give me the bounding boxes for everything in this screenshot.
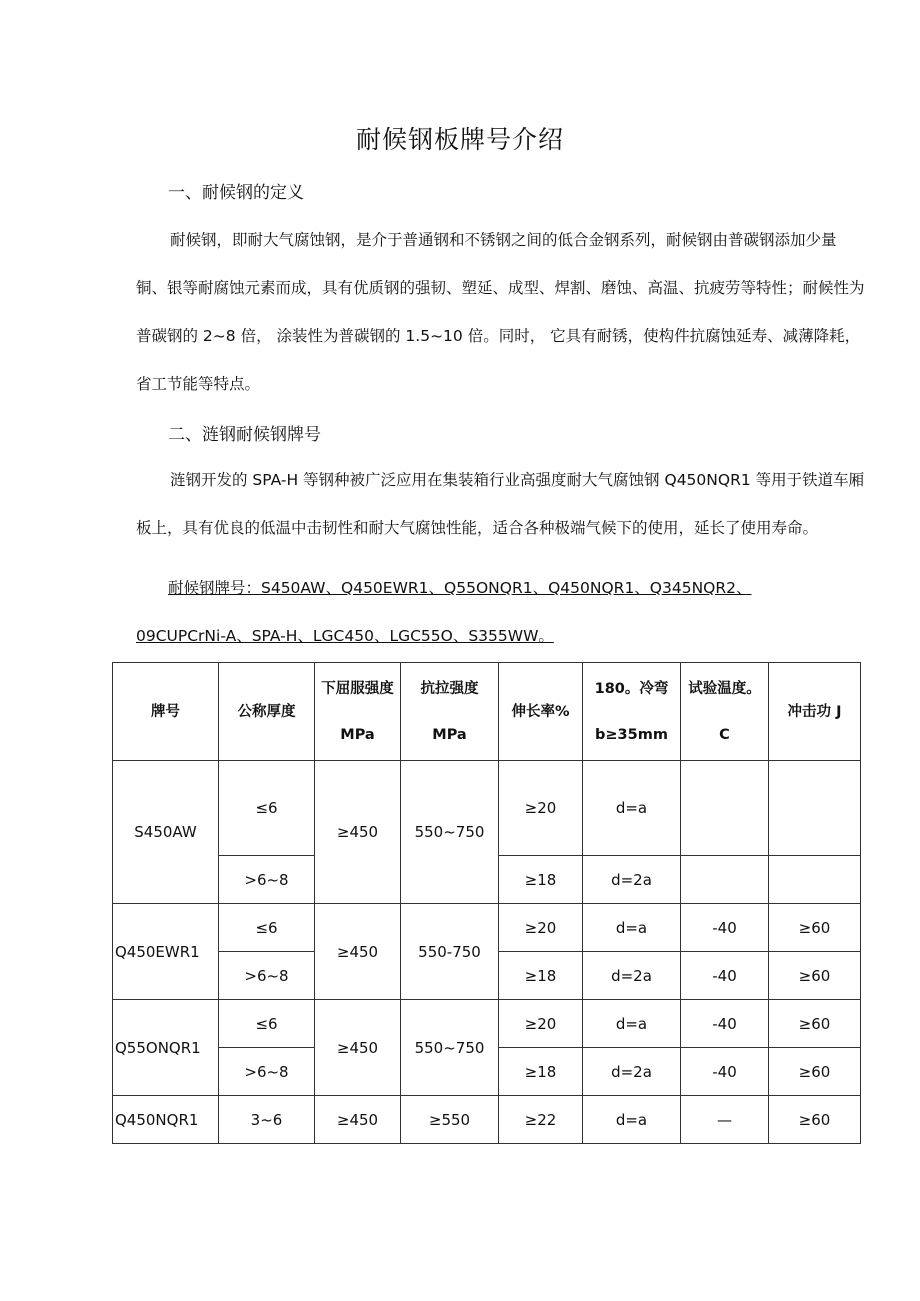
tensile-cell: 550~750 [401,761,499,904]
temp-cell: -40 [681,1000,769,1048]
table-row [113,904,861,952]
bend-cell: d=a [583,904,681,952]
temp-cell: — [681,1096,769,1144]
section-heading-definition: 一、耐候钢的定义 [168,183,304,203]
brand-cell: Q55ONQR1 [113,1000,219,1096]
bend-cell: d=2a [583,856,681,904]
bend-cell: d=a [583,1000,681,1048]
brand-list: 耐候钢牌号：S450AW、Q450EWR1、Q55ONQR1、Q450NQR1、Q345NQR2、09CUPCrNi-A、SPA-H、LGC450、LGC55O、S355WW。 [136,579,752,645]
header-thickness: 公称厚度 [219,663,315,761]
bend-cell: d=2a [583,952,681,1000]
yield-cell: ≥450 [315,1096,401,1144]
brand-cell: Q450EWR1 [113,904,219,1000]
spec-table [112,662,861,1144]
impact-cell: ≥60 [769,1000,861,1048]
yield-cell: ≥450 [315,1000,401,1096]
definition-paragraph: 耐候钢，即耐大气腐蚀钢，是介于普通钢和不锈钢之间的低合金钢系列，耐候钢由普碳钢添加少量铜、银等耐腐蚀元素而成，具有优质钢的强韧、塑延、成型、焊割、磨蚀、高温、抗疲劳等特性；耐候性为普碳钢的 2~8 倍， 涂装性为普碳钢的 1.5~10 倍。同时， 它具有耐锈，使构件抗腐蚀延寿、减薄降耗，省工节能等特点。 [136,231,865,393]
impact-cell: ≥60 [769,1096,861,1144]
page-title: 耐候钢板牌号介绍 [355,125,564,154]
temp-cell [681,856,769,904]
thickness-cell: ≤6 [219,761,315,856]
impact-cell: ≥60 [769,952,861,1000]
impact-cell: ≥60 [769,904,861,952]
header-impact: 冲击功 J [769,663,861,761]
table-row [113,1096,861,1144]
header-temp: 试验温度。C [681,663,769,761]
bend-cell: d=a [583,761,681,856]
header-tensile: 抗拉强度 MPa [401,663,499,761]
bend-cell: d=a [583,1096,681,1144]
temp-cell [681,761,769,856]
elongation-cell: ≥20 [499,761,583,856]
header-yield: 下屈服强度 MPa [315,663,401,761]
temp-cell: -40 [681,952,769,1000]
tensile-cell: ≥550 [401,1096,499,1144]
section-heading-grades: 二、涟钢耐候钢牌号 [168,425,321,445]
impact-cell: ≥60 [769,1048,861,1096]
thickness-cell: >6~8 [219,1048,315,1096]
tensile-cell: 550-750 [401,904,499,1000]
thickness-cell: ≤6 [219,904,315,952]
temp-cell: -40 [681,904,769,952]
elongation-cell: ≥18 [499,952,583,1000]
table-row [113,761,861,856]
header-elongation: 伸长率% [499,663,583,761]
thickness-cell: >6~8 [219,952,315,1000]
thickness-cell: 3~6 [219,1096,315,1144]
header-bend: 180。冷弯 b≥35mm [583,663,681,761]
table-row [113,1000,861,1048]
elongation-cell: ≥22 [499,1096,583,1144]
impact-cell [769,761,861,856]
thickness-cell: ≤6 [219,1000,315,1048]
tensile-cell: 550~750 [401,1000,499,1096]
elongation-cell: ≥18 [499,1048,583,1096]
impact-cell [769,856,861,904]
elongation-cell: ≥20 [499,904,583,952]
yield-cell: ≥450 [315,761,401,904]
table-header-row [113,663,861,761]
bend-cell: d=2a [583,1048,681,1096]
elongation-cell: ≥18 [499,856,583,904]
header-brand: 牌号 [113,663,219,761]
grades-paragraph: 涟钢开发的 SPA-H 等钢种被广泛应用在集装箱行业高强度耐大气腐蚀钢 Q450NQR1 等用于铁道车厢板上，具有优良的低温中击韧性和耐大气腐蚀性能，适合各种极端气候下的使用，延长了使用寿命。 [136,471,865,537]
brand-cell: Q450NQR1 [113,1096,219,1144]
yield-cell: ≥450 [315,904,401,1000]
brand-cell: S450AW [113,761,219,904]
temp-cell: -40 [681,1048,769,1096]
thickness-cell: >6~8 [219,856,315,904]
elongation-cell: ≥20 [499,1000,583,1048]
